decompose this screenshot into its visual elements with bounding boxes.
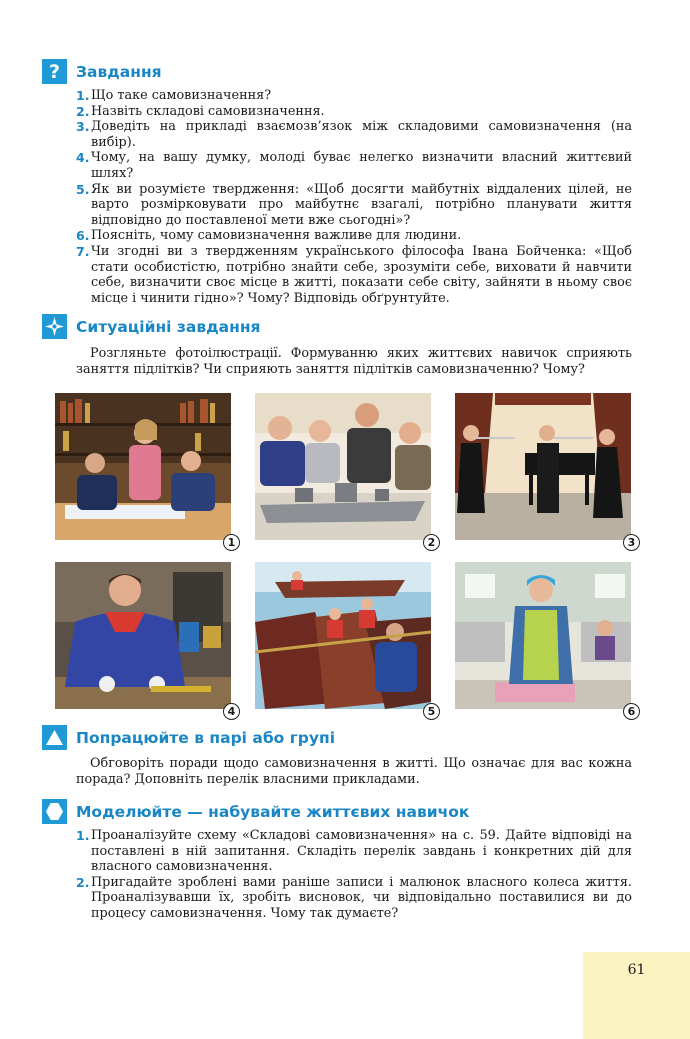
hexagon-icon — [42, 799, 67, 824]
photo-number-badge: 2 — [423, 534, 440, 551]
model-section-title: Моделюйте — набувайте життєвих навичок — [76, 802, 470, 821]
situational-section-header — [42, 314, 261, 339]
list-item: 3. Доведіть на прикладі взаємозв’язок між складовими самовизначення (на вибір). — [76, 119, 632, 150]
photo-boat-building — [255, 562, 431, 709]
pair-text: Обговоріть поради щодо самовизначення в житті. Що означає для вас кожна порада? Доповніть перелік власними прикладами. — [76, 756, 632, 787]
page-number: 61 — [627, 962, 646, 978]
photo-number-badge: 3 — [623, 534, 640, 551]
question-icon: ? — [42, 59, 67, 84]
list-item: 1. Проаналізуйте схему «Складові самовизначення» на с. 59. Дайте відповіді на поставлені в ній запитання. Складіть перелік завдань і конкретних дій для власного самовизначення. — [76, 828, 632, 875]
model-section-header — [42, 799, 469, 824]
tasks-list — [76, 88, 632, 306]
model-list — [76, 828, 632, 922]
photo-number-badge: 6 — [623, 703, 640, 720]
tasks-section-title: Завдання — [76, 62, 162, 81]
photo-number-badge: 4 — [223, 703, 240, 720]
compass-star-icon — [42, 314, 67, 339]
list-item: 2. Назвіть складові самовизначення. — [76, 103, 325, 119]
photo-number-badge: 1 — [223, 534, 240, 551]
situational-section-title: Ситуаційні завдання — [76, 317, 261, 336]
page-number-box — [583, 952, 690, 1039]
pair-section-title: Попрацюйте в парі або групі — [76, 728, 336, 747]
photo-ship-model — [255, 393, 431, 540]
list-item: 5. Як ви розумієте твердження: «Щоб досягти майбутніх віддалених цілей, не варто розмірковувати про майбутнє взагалі, потрібно планувати життя відповідно до поставленої мети вже сьогодні»? — [76, 181, 632, 228]
list-item: 1. Що таке самовизначення? — [76, 88, 272, 103]
list-item: 4. Чому, на вашу думку, молоді буває нелегко визначити власний життєвий шлях? — [76, 150, 632, 181]
tasks-section-header — [42, 59, 162, 84]
list-item: 7. Чи згодні ви з твердженням українського філософа Івана Бойченка: «Щоб стати особистістю, потрібно знайти себе, зрозуміти себе, виховати й навчити себе, визначити своє місце в житті, показати себе світу, зайняти в ньому своє місце і чинити гідно»? Чому? Відповідь обґрунтуйте. — [76, 243, 632, 306]
photo-number-badge: 5 — [423, 703, 440, 720]
photo-workshop — [55, 562, 231, 709]
list-item: 6. Поясніть, чому самовизначення важливе для людини. — [76, 228, 462, 244]
photo-library-study — [55, 393, 231, 540]
triangle-icon — [42, 725, 67, 750]
pair-section-header — [42, 725, 335, 750]
situational-text: Розгляньте фотоілюстрації. Формуванню яких життєвих навичок сприяють заняття підлітків? Чи сприяють заняття підлітків самовизначенню? Чому? — [76, 346, 632, 377]
list-item: 2. Пригадайте зроблені вами раніше записи і малюнок власного колеса життя. Проаналізувавши їх, зробіть висновок, чи відповідально поставилися ви до процесу самовизначення. Чому так думаєте? — [76, 874, 632, 921]
photo-music-ensemble — [455, 393, 631, 540]
photo-sewing-class — [455, 562, 631, 709]
